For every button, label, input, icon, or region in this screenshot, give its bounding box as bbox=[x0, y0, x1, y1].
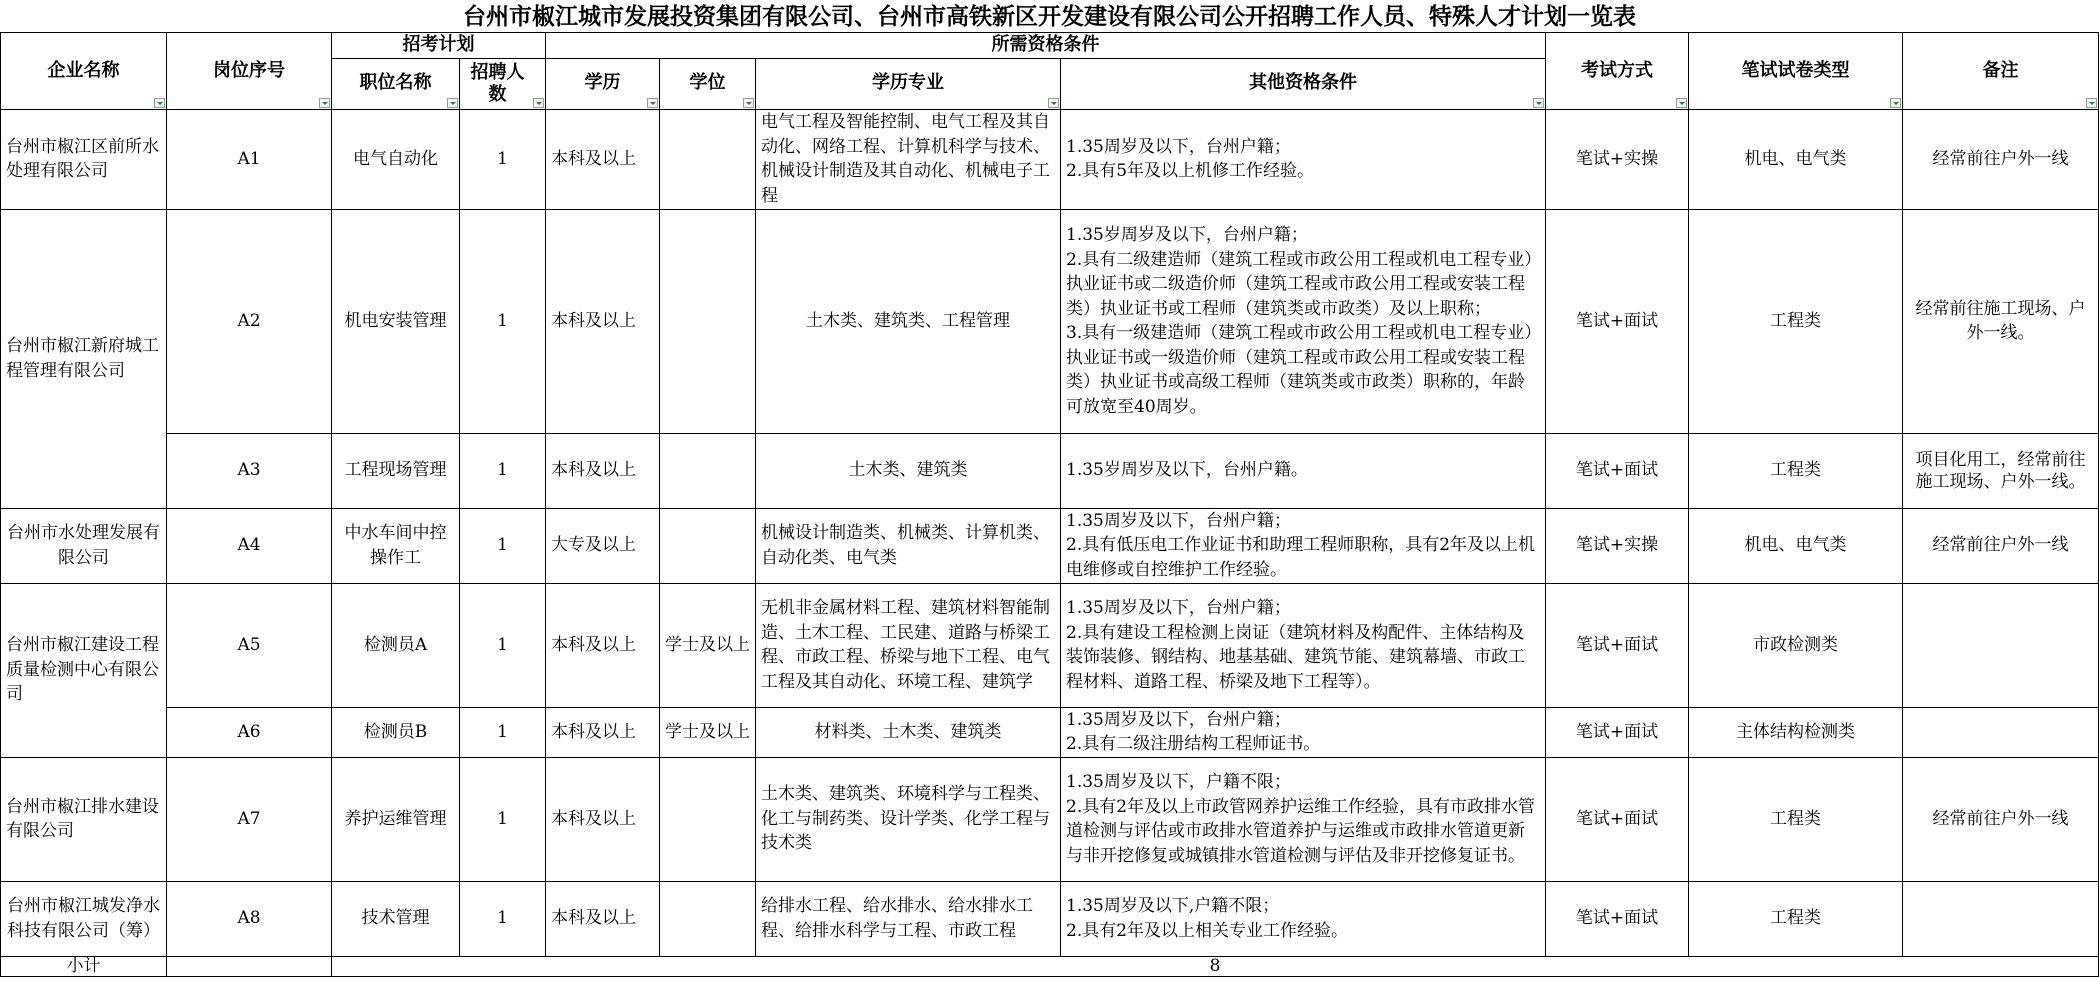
table-row bbox=[1, 881, 2099, 956]
paper-cell: 工程类 bbox=[1689, 881, 1903, 956]
other-cell: 1.35周岁及以下，台州户籍； 2.具有低压电工作业证书和助理工程师职称，具有2年及以上机电维修或自控维护工作经验。 bbox=[1061, 508, 1546, 583]
header-company[interactable]: 企业名称 bbox=[1, 33, 167, 110]
degree-cell bbox=[660, 433, 756, 508]
other-cell: 1.35岁周岁及以下，台州户籍。 bbox=[1061, 433, 1546, 508]
filter-dropdown-icon[interactable] bbox=[1676, 98, 1687, 108]
company-cell: 台州市椒江城发净水科技有限公司（筹） bbox=[1, 881, 167, 956]
other-cell: 1.35周岁及以下，台州户籍； 2.具有二级注册结构工程师证书。 bbox=[1061, 707, 1546, 757]
paper-cell: 工程类 bbox=[1689, 757, 1903, 881]
education-cell: 本科及以上 bbox=[546, 433, 660, 508]
position-cell: 检测员B bbox=[332, 707, 460, 757]
header-remark[interactable]: 备注 bbox=[1903, 33, 2099, 110]
education-cell: 大专及以上 bbox=[546, 508, 660, 583]
count-cell: 1 bbox=[460, 508, 546, 583]
subtotal-value: 8 bbox=[332, 956, 2099, 976]
other-cell: 1.35岁周岁及以下，台州户籍； 2.具有二级建造师（建筑工程或市政公用工程或机电工程专业）执业证书或二级造价师（建筑工程或市政公用工程或安装工程类）执业证书或工程师（建筑类或市政类）及以上职称； 3.具有一级建造师（建筑工程或市政公用工程或机电工程专业）执业证书或一级造价师（建筑工程或市政公用工程或安装工程类）执业证书或高级工程师（建筑类或市政类）职称的，年龄可放宽至40周岁。 bbox=[1061, 209, 1546, 433]
subtotal-empty-cell bbox=[167, 956, 332, 976]
post-no-cell: A5 bbox=[167, 583, 332, 707]
paper-cell: 机电、电气类 bbox=[1689, 508, 1903, 583]
major-cell: 土木类、建筑类、工程管理 bbox=[756, 209, 1061, 433]
paper-cell: 工程类 bbox=[1689, 433, 1903, 508]
header-post-no[interactable]: 岗位序号 bbox=[167, 33, 332, 110]
table-row bbox=[1, 109, 2099, 209]
exam-cell: 笔试+面试 bbox=[1546, 433, 1689, 508]
paper-cell: 机电、电气类 bbox=[1689, 109, 1903, 209]
subtotal-label: 小计 bbox=[1, 956, 167, 976]
remark-cell: 项目化用工，经常前往施工现场、户外一线。 bbox=[1903, 433, 2099, 508]
position-cell: 检测员A bbox=[332, 583, 460, 707]
header-education[interactable]: 学历 bbox=[546, 58, 660, 109]
degree-cell bbox=[660, 508, 756, 583]
header-plan-group: 招考计划 bbox=[332, 33, 546, 59]
table-row bbox=[1, 209, 2099, 433]
page-title: 台州市椒江城市发展投资集团有限公司、台州市高铁新区开发建设有限公司公开招聘工作人员、特殊人才计划一览表 bbox=[463, 3, 1636, 30]
count-cell: 1 bbox=[460, 757, 546, 881]
count-cell: 1 bbox=[460, 433, 546, 508]
paper-cell: 主体结构检测类 bbox=[1689, 707, 1903, 757]
post-no-cell: A4 bbox=[167, 508, 332, 583]
position-cell: 养护运维管理 bbox=[332, 757, 460, 881]
major-cell: 材料类、土木类、建筑类 bbox=[756, 707, 1061, 757]
exam-cell: 笔试+面试 bbox=[1546, 209, 1689, 433]
company-cell: 台州市椒江新府城工程管理有限公司 bbox=[1, 209, 167, 508]
header-paper[interactable]: 笔试试卷类型 bbox=[1689, 33, 1903, 110]
filter-dropdown-icon[interactable] bbox=[154, 98, 165, 108]
company-cell: 台州市水处理发展有限公司 bbox=[1, 508, 167, 583]
count-cell: 1 bbox=[460, 881, 546, 956]
position-cell: 技术管理 bbox=[332, 881, 460, 956]
recruitment-table bbox=[0, 32, 2099, 977]
paper-cell: 市政检测类 bbox=[1689, 583, 1903, 707]
header-exam[interactable]: 考试方式 bbox=[1546, 33, 1689, 110]
table-row bbox=[1, 583, 2099, 707]
count-cell: 1 bbox=[460, 209, 546, 433]
count-cell: 1 bbox=[460, 109, 546, 209]
post-no-cell: A1 bbox=[167, 109, 332, 209]
degree-cell: 学士及以上 bbox=[660, 707, 756, 757]
position-cell: 工程现场管理 bbox=[332, 433, 460, 508]
major-cell: 给排水工程、给水排水、给水排水工程、给排水科学与工程、市政工程 bbox=[756, 881, 1061, 956]
other-cell: 1.35周岁及以下，台州户籍； 2.具有建设工程检测上岗证（建筑材料及构配件、主体结构及装饰装修、钢结构、地基基础、建筑节能、建筑幕墙、市政工程材料、道路工程、桥梁及地下工程等）。 bbox=[1061, 583, 1546, 707]
education-cell: 本科及以上 bbox=[546, 209, 660, 433]
exam-cell: 笔试+面试 bbox=[1546, 583, 1689, 707]
filter-dropdown-icon[interactable] bbox=[447, 98, 458, 108]
header-position[interactable]: 职位名称 bbox=[332, 58, 460, 109]
position-cell: 中水车间中控操作工 bbox=[332, 508, 460, 583]
table-row bbox=[1, 508, 2099, 583]
filter-dropdown-icon[interactable] bbox=[1533, 98, 1544, 108]
education-cell: 本科及以上 bbox=[546, 881, 660, 956]
subtotal-row bbox=[1, 956, 2099, 976]
filter-dropdown-icon[interactable] bbox=[2086, 98, 2097, 108]
post-no-cell: A6 bbox=[167, 707, 332, 757]
major-cell: 机械设计制造类、机械类、计算机类、自动化类、电气类 bbox=[756, 508, 1061, 583]
post-no-cell: A7 bbox=[167, 757, 332, 881]
table-row bbox=[1, 707, 2099, 757]
filter-dropdown-icon[interactable] bbox=[319, 98, 330, 108]
remark-cell bbox=[1903, 583, 2099, 707]
count-cell: 1 bbox=[460, 583, 546, 707]
exam-cell: 笔试+面试 bbox=[1546, 881, 1689, 956]
position-cell: 电气自动化 bbox=[332, 109, 460, 209]
education-cell: 本科及以上 bbox=[546, 707, 660, 757]
major-cell: 无机非金属材料工程、建筑材料智能制造、土木工程、工民建、道路与桥梁工程、市政工程、桥梁与地下工程、电气工程及其自动化、环境工程、建筑学 bbox=[756, 583, 1061, 707]
other-cell: 1.35周岁及以下，台州户籍； 2.具有5年及以上机修工作经验。 bbox=[1061, 109, 1546, 209]
remark-cell: 经常前往户外一线 bbox=[1903, 757, 2099, 881]
filter-dropdown-icon[interactable] bbox=[1048, 98, 1059, 108]
filter-dropdown-icon[interactable] bbox=[647, 98, 658, 108]
degree-cell bbox=[660, 881, 756, 956]
education-cell: 本科及以上 bbox=[546, 757, 660, 881]
degree-cell bbox=[660, 109, 756, 209]
exam-cell: 笔试+面试 bbox=[1546, 707, 1689, 757]
remark-cell: 经常前往户外一线 bbox=[1903, 109, 2099, 209]
filter-dropdown-icon[interactable] bbox=[1890, 98, 1901, 108]
header-count[interactable]: 招聘人数 bbox=[460, 58, 546, 109]
header-other[interactable]: 其他资格条件 bbox=[1061, 58, 1546, 109]
post-no-cell: A3 bbox=[167, 433, 332, 508]
post-no-cell: A8 bbox=[167, 881, 332, 956]
count-cell: 1 bbox=[460, 707, 546, 757]
paper-cell: 工程类 bbox=[1689, 209, 1903, 433]
exam-cell: 笔试+面试 bbox=[1546, 757, 1689, 881]
major-cell: 电气工程及智能控制、电气工程及其自动化、网络工程、计算机科学与技术、机械设计制造及其自动化、机械电子工程 bbox=[756, 109, 1061, 209]
degree-cell bbox=[660, 757, 756, 881]
remark-cell bbox=[1903, 707, 2099, 757]
other-cell: 1.35周岁及以下,户籍不限； 2.具有2年及以上相关专业工作经验。 bbox=[1061, 881, 1546, 956]
remark-cell: 经常前往施工现场、户外一线。 bbox=[1903, 209, 2099, 433]
header-qual-group: 所需资格条件 bbox=[546, 33, 1546, 59]
header-major[interactable]: 学历专业 bbox=[756, 58, 1061, 109]
degree-cell bbox=[660, 209, 756, 433]
company-cell: 台州市椒江建设工程质量检测中心有限公司 bbox=[1, 583, 167, 757]
table-row bbox=[1, 433, 2099, 508]
other-cell: 1.35周岁及以下，户籍不限； 2.具有2年及以上市政管网养护运维工作经验，具有市政排水管道检测与评估或市政排水管道养护与运维或市政排水管道更新与非开挖修复或城镇排水管道检测与评估及非开挖修复证书。 bbox=[1061, 757, 1546, 881]
filter-dropdown-icon[interactable] bbox=[533, 98, 544, 108]
remark-cell bbox=[1903, 881, 2099, 956]
filter-dropdown-icon[interactable] bbox=[743, 98, 754, 108]
position-cell: 机电安装管理 bbox=[332, 209, 460, 433]
education-cell: 本科及以上 bbox=[546, 109, 660, 209]
header-degree[interactable]: 学位 bbox=[660, 58, 756, 109]
degree-cell: 学士及以上 bbox=[660, 583, 756, 707]
education-cell: 本科及以上 bbox=[546, 583, 660, 707]
exam-cell: 笔试+实操 bbox=[1546, 508, 1689, 583]
post-no-cell: A2 bbox=[167, 209, 332, 433]
remark-cell: 经常前往户外一线 bbox=[1903, 508, 2099, 583]
major-cell: 土木类、建筑类 bbox=[756, 433, 1061, 508]
major-cell: 土木类、建筑类、环境科学与工程类、化工与制药类、设计学类、化学工程与技术类 bbox=[756, 757, 1061, 881]
company-cell: 台州市椒江排水建设有限公司 bbox=[1, 757, 167, 881]
exam-cell: 笔试+实操 bbox=[1546, 109, 1689, 209]
table-row bbox=[1, 757, 2099, 881]
company-cell: 台州市椒江区前所水处理有限公司 bbox=[1, 109, 167, 209]
